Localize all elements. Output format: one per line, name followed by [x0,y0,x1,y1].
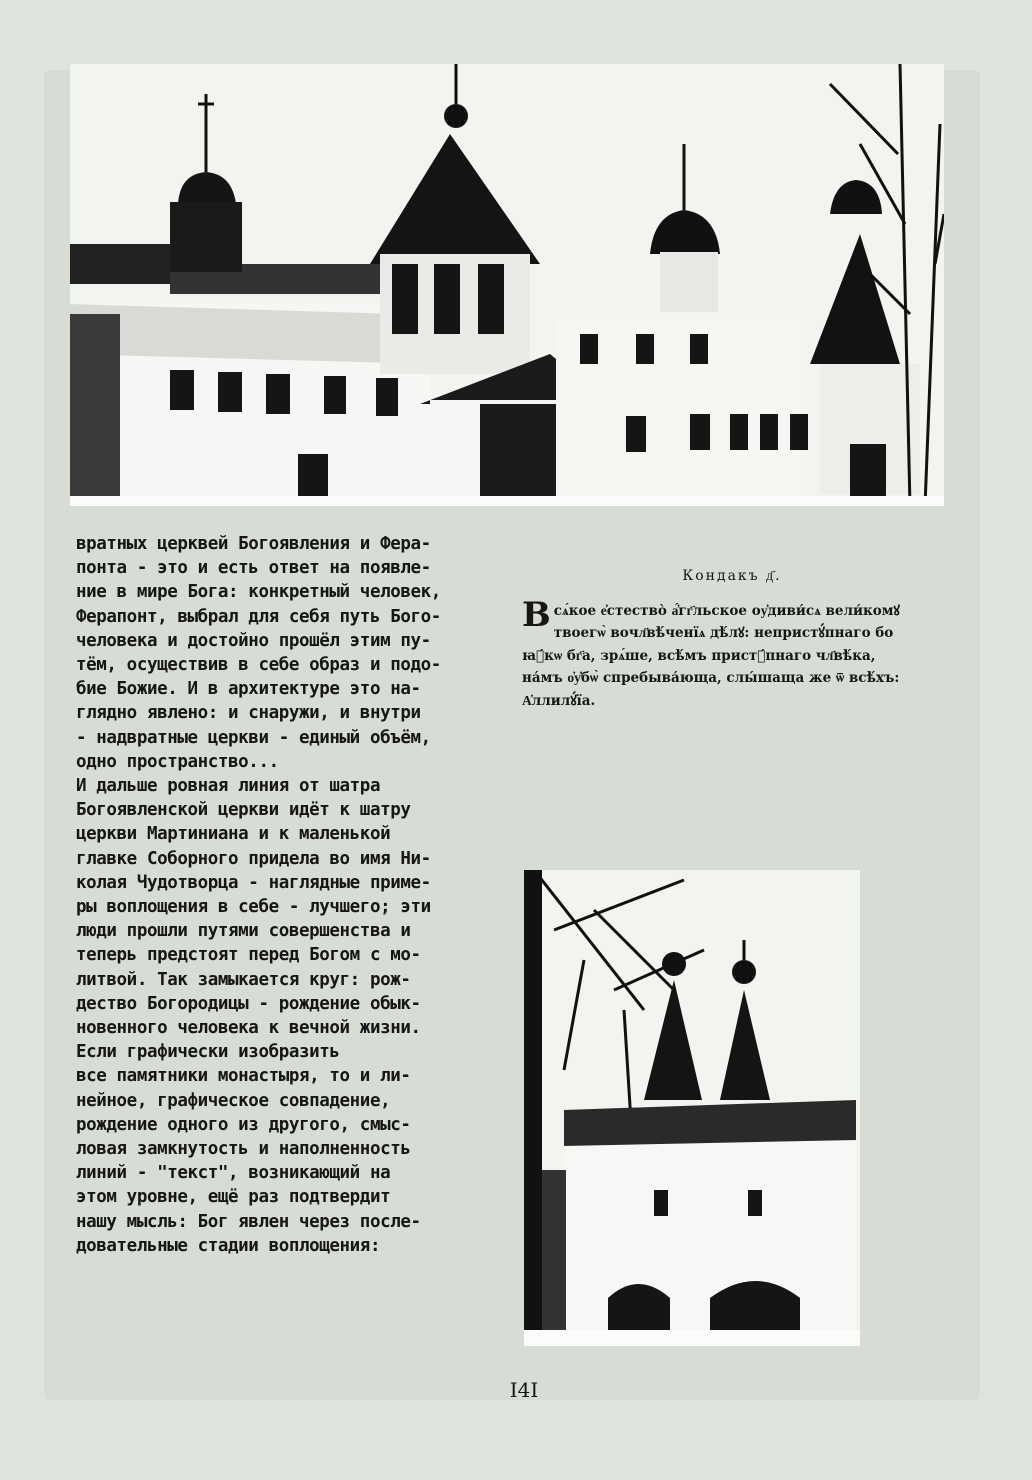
page-number: I4I [509,1378,539,1402]
monastery-churches-illustration [70,64,944,506]
body-paragraph-2: И дальше ровная линия от шатра Богоявленской церкви идёт к шатру церкви Мартиниана и к маленькой главке Соборного придела во имя Ни- колая Чудотворца - наглядные приме- ры воплощения в себе - лучшего; эти люди прошли путями совершенства и теперь предстоят перед Богом с мо- литвой. Так замыкается круг: рож- дество Богородицы - рождение обык- новенного человека к вечной жизни. [76,776,431,1039]
kontakion-verse: сѧ́кое е҆стество̀ а҆́гг҃льское оу҆диви́сѧ вели́комꙋ твоегѡ̀ вочл҃вѣ́ченїѧ дѣ́лꙋ: непристꙋ́пнаго бо ꙗ҆́кѡ бг҃а, зрѧ́ше, всѣ́мъ пристꙋ́пнаго чл҃вѣ́ка, на́мъ о҆у҆бѡ̀ спребыва́юща, слы́шаща же ѿ всѣ́хъ: А҆ллилꙋ́їа. [522,602,900,709]
body-paragraph-3: Если графически изобразить все памятники монастыря, то и ли- нейное, графическое совпадение, рождение одного из другого, смыс- ловая замкнутость и наполненность линий - "текст", возникающий на этом уровне, ещё раз подтвердит нашу мысль: Бог явлен через после- довательные стадии воплощения: [76,1042,421,1256]
body-paragraph-1: вратных церквей Богоявления и Фера- понта - это и есть ответ на появле- ние в мире Бога: конкретный человек, Ферапонт, выбрал для себя путь Бого- человека и достойно прошёл этим пу- тём, осуществив в себе образ и подо- бие Божие. И в архитектуре это на- глядно явлено: и снаружи, и внутри - надвратные церкви - единый объём, одно пространство... [76,534,441,772]
body-text [76,532,476,1258]
monastery-photo-bottom [524,870,860,1346]
kontakion-block [522,565,942,712]
monastery-photo-top [70,64,944,506]
kontakion-title: Кондакъ д҃. [682,568,782,584]
kontakion-dropcap: В [522,594,551,635]
gate-church-illustration [524,870,860,1346]
